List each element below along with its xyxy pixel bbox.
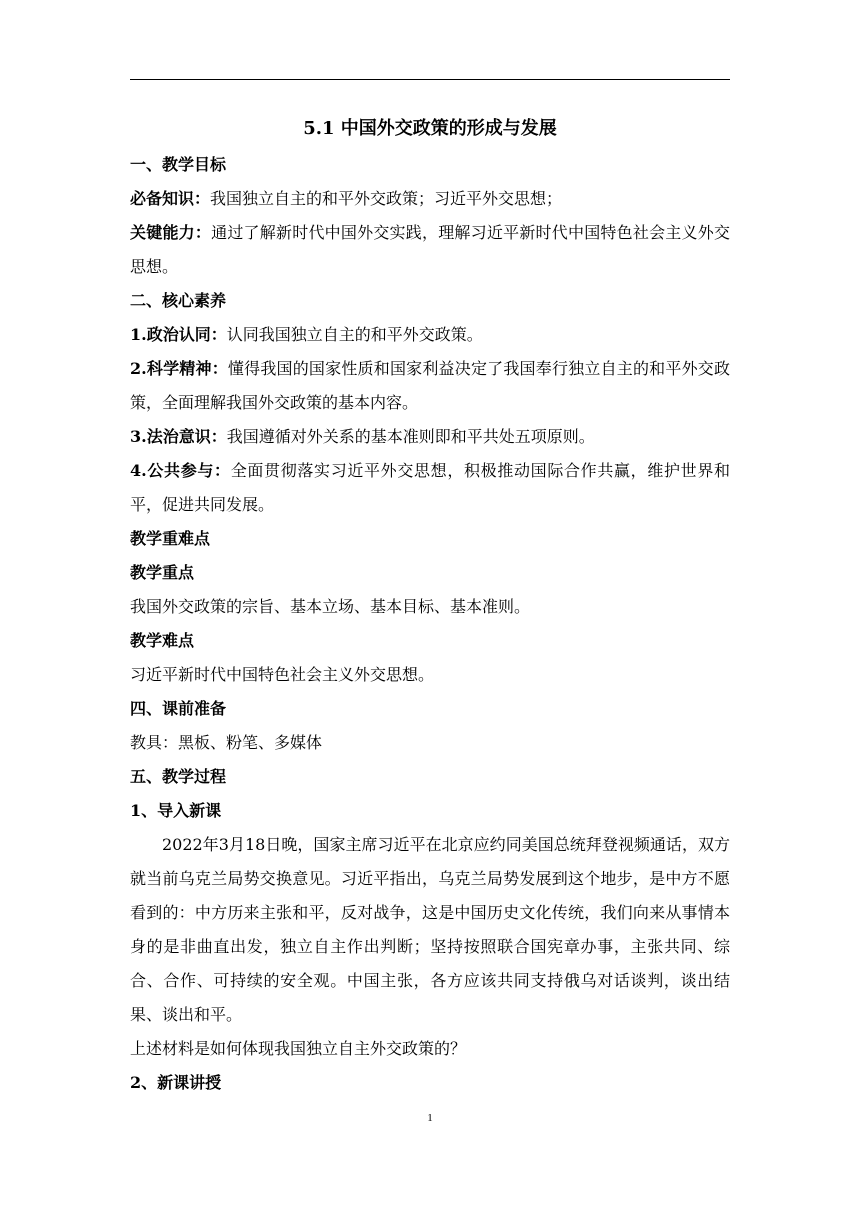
preparation-text: 教具：黑板、粉笔、多媒体 xyxy=(130,733,323,752)
literacy-item-text: 懂得我国的国家性质和国家利益决定了我国奉行独立自主的和平外交政策，全面理解我国外交政策的基本内容。 xyxy=(130,359,730,412)
page-number: 1 xyxy=(427,1112,433,1124)
literacy-item xyxy=(130,420,730,454)
ability-text: 通过了解新时代中国外交实践，理解习近平新时代中国特色社会主义外交思想。 xyxy=(130,223,730,276)
literacy-item-text: 全面贯彻落实习近平外交思想，积极推动国际合作共赢，维护世界和平，促进共同发展。 xyxy=(130,461,730,514)
document-title: 5.1 中国外交政策的形成与发展 xyxy=(303,118,557,139)
section-heading-goals: 一、教学目标 xyxy=(130,155,227,174)
focus-text: 我国外交政策的宗旨、基本立场、基本目标、基本准则。 xyxy=(130,597,531,616)
difficulty-heading: 教学难点 xyxy=(130,631,195,650)
intro-question: 上述材料是如何体现我国独立自主外交政策的？ xyxy=(130,1039,467,1058)
literacy-item-label: 4.公共参与： xyxy=(130,461,231,480)
focus-heading: 教学重点 xyxy=(130,563,195,582)
knowledge-label: 必备知识： xyxy=(130,189,211,208)
intro-paragraph: 2022年3月18日晚，国家主席习近平在北京应约同美国总统拜登视频通话，双方就当前乌克兰局势交换意见。习近平指出，乌克兰局势发展到这个地步，是中方不愿看到的：中方历来主张和平，反对战争，这是中国历史文化传统，我们向来从事情本身的是非曲直出发，独立自主作出判断；坚持按照联合国宪章办事，主张共同、综合、合作、可持续的安全观。中国主张，各方应该共同支持俄乌对话谈判，谈出结果、谈出和平。 xyxy=(130,835,730,1024)
section-heading-key-points: 教学重难点 xyxy=(130,529,211,548)
literacy-item-text: 我国遵循对外关系的基本准则即和平共处五项原则。 xyxy=(226,427,595,446)
section-heading-process: 五、教学过程 xyxy=(130,767,227,786)
intro-heading: 1、导入新课 xyxy=(130,801,222,820)
literacy-item-text: 认同我国独立自主的和平外交政策。 xyxy=(226,325,483,344)
literacy-item xyxy=(130,454,730,522)
ability-paragraph xyxy=(130,216,730,284)
difficulty-text: 习近平新时代中国特色社会主义外交思想。 xyxy=(130,665,435,684)
header-rule xyxy=(130,79,730,80)
knowledge-paragraph xyxy=(130,182,730,216)
new-lesson-heading: 2、新课讲授 xyxy=(130,1073,222,1092)
literacy-item-label: 2.科学精神： xyxy=(130,359,228,378)
knowledge-text: 我国独立自主的和平外交政策；习近平外交思想； xyxy=(210,189,563,208)
literacy-item-label: 3.法治意识： xyxy=(130,427,227,446)
literacy-item xyxy=(130,318,730,352)
literacy-item xyxy=(130,352,730,420)
section-heading-literacy: 二、核心素养 xyxy=(130,291,227,310)
document-body xyxy=(130,112,730,1100)
section-heading-preparation: 四、课前准备 xyxy=(130,699,227,718)
literacy-item-label: 1.政治认同： xyxy=(130,325,227,344)
ability-label: 关键能力： xyxy=(130,223,212,242)
